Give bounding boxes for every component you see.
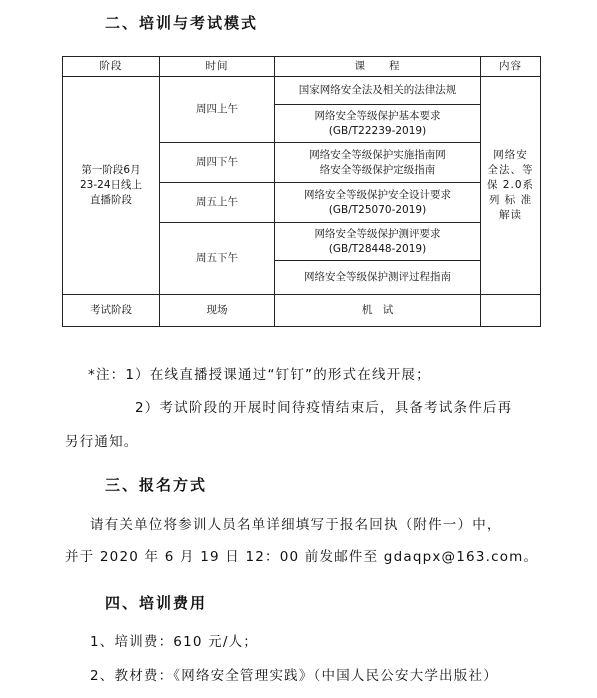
- header-course: 课 程: [275, 57, 481, 77]
- content-line: 网络安: [493, 149, 528, 161]
- exam-stage-cell: 考试阶段: [63, 295, 160, 327]
- course-cell: [275, 77, 481, 105]
- content-line: 列 标 准: [488, 194, 533, 206]
- section3-title: 三、报名方式: [105, 476, 208, 494]
- course-line: 络安全等级保护定级指南: [319, 163, 436, 176]
- time-fri-am: 周五上午: [160, 183, 275, 223]
- course-line: (GB/T28448-2019): [328, 242, 427, 255]
- note-2: 2）考试阶段的开展时间待疫情结束后，具备考试条件后再: [135, 400, 513, 416]
- stage-line: 23-24日线上: [79, 179, 142, 191]
- course-cell: [275, 261, 481, 295]
- table-row: [63, 77, 541, 105]
- course-line: 网络安全等级保护测评要求: [314, 227, 441, 240]
- section3-line-1: 请有关单位将参训人员名单详细填写于报名回执（附件一）中，: [90, 517, 502, 533]
- exam-time-cell: 现场: [160, 295, 275, 327]
- header-stage: 阶段: [63, 57, 160, 77]
- time-thu-pm: 周四下午: [160, 143, 275, 183]
- fee-item-1: 1、培训费：610 元/人；: [90, 634, 258, 650]
- exam-content-cell: [481, 295, 541, 327]
- course-line: 网络安全等级保护实施指南网: [309, 148, 446, 161]
- course-cell: [275, 183, 481, 223]
- stage-online-cell: [63, 77, 160, 295]
- course-line: 国家网络安全法及相关的法律法规: [298, 84, 457, 96]
- header-content: 内容: [481, 57, 541, 77]
- fee-item-2: 2、教材费：《网络安全管理实践》（中国人民公安大学出版社）: [90, 668, 498, 684]
- time-thu-am: 周四上午: [160, 77, 275, 143]
- note-2-continued: 另行通知。: [65, 434, 139, 450]
- content-line: 全法、等: [487, 164, 534, 176]
- header-time: 时间: [160, 57, 275, 77]
- course-line: 网络安全等级保护安全设计要求: [304, 188, 451, 201]
- content-cell: [481, 77, 541, 295]
- course-cell: [275, 143, 481, 183]
- course-cell: [275, 223, 481, 261]
- course-line: 网络安全等级保护基本要求: [314, 109, 441, 122]
- time-fri-pm: 周五下午: [160, 223, 275, 295]
- stage-line: 直播阶段: [90, 194, 132, 206]
- content-line: 保 2.0系: [486, 179, 535, 191]
- section3-line-2: 并于 2020 年 6 月 19 日 12：00 前发邮件至 gdaqpx@163.com。: [65, 549, 539, 565]
- course-line: (GB/T25070-2019): [328, 203, 427, 216]
- content-line: 解读: [499, 209, 522, 221]
- exam-course-cell: 机 试: [275, 295, 481, 327]
- schedule-table: [62, 56, 541, 327]
- course-line: (GB/T22239-2019): [328, 124, 427, 137]
- stage-line: 第一阶段6月: [81, 164, 141, 176]
- section4-title: 四、培训费用: [105, 594, 208, 612]
- note-1: *注：1）在线直播授课通过“钉钉”的形式在线开展；: [88, 367, 431, 383]
- table-row: [63, 295, 541, 327]
- section2-title: 二、培训与考试模式: [105, 14, 259, 32]
- course-line: 网络安全等级保护测评过程指南: [304, 271, 451, 283]
- course-cell: [275, 105, 481, 143]
- table-header-row: [63, 57, 541, 77]
